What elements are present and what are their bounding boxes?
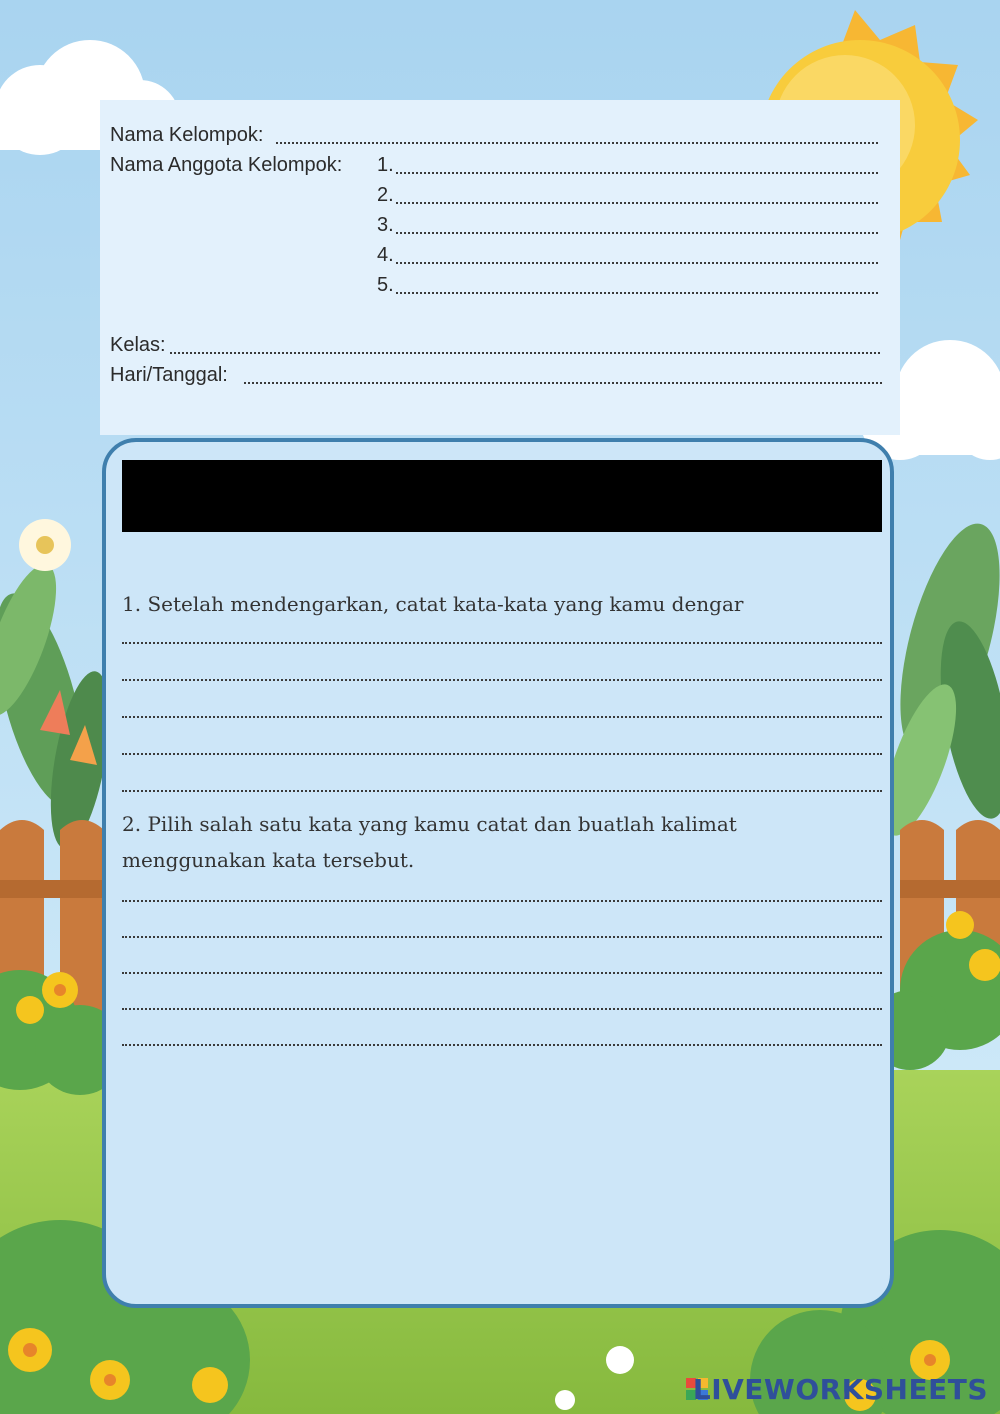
- member-field-4[interactable]: [396, 262, 878, 264]
- redacted-title-bar: [122, 460, 882, 532]
- task-card: [102, 438, 894, 1308]
- group-name-field[interactable]: [276, 142, 878, 144]
- date-label: Hari/Tanggal:: [110, 364, 228, 386]
- answer-line-q2-1[interactable]: [122, 900, 882, 902]
- answer-line-q2-2[interactable]: [122, 936, 882, 938]
- answer-line-q2-5[interactable]: [122, 1044, 882, 1046]
- member-number: 2.: [377, 184, 394, 206]
- member-number: 3.: [377, 214, 394, 236]
- identity-card: [100, 100, 900, 435]
- group-name-label: Nama Kelompok:: [110, 124, 264, 146]
- answer-line-q1-5[interactable]: [122, 790, 882, 792]
- answer-line-q2-4[interactable]: [122, 1008, 882, 1010]
- member-field-1[interactable]: [396, 172, 878, 174]
- question-1: 1. Setelah mendengarkan, catat kata-kata yang kamu dengar: [122, 592, 744, 616]
- answer-line-q1-3[interactable]: [122, 716, 882, 718]
- member-number: 4.: [377, 244, 394, 266]
- class-label: Kelas:: [110, 334, 166, 356]
- member-number: 1.: [377, 154, 394, 176]
- question-2: 2. Pilih salah satu kata yang kamu catat dan buatlah kalimat menggunakan kata tersebut.: [122, 812, 737, 872]
- class-field[interactable]: [170, 352, 880, 354]
- date-field[interactable]: [244, 382, 882, 384]
- answer-line-q1-4[interactable]: [122, 753, 882, 755]
- answer-line-q2-3[interactable]: [122, 972, 882, 974]
- answer-line-q1-1[interactable]: [122, 642, 882, 644]
- member-field-3[interactable]: [396, 232, 878, 234]
- answer-line-q1-2[interactable]: [122, 679, 882, 681]
- members-label: Nama Anggota Kelompok:: [110, 154, 343, 176]
- member-field-5[interactable]: [396, 292, 878, 294]
- member-field-2[interactable]: [396, 202, 878, 204]
- member-number: 5.: [377, 274, 394, 296]
- liveworksheets-watermark: LIVEWORKSHEETS: [692, 1373, 988, 1406]
